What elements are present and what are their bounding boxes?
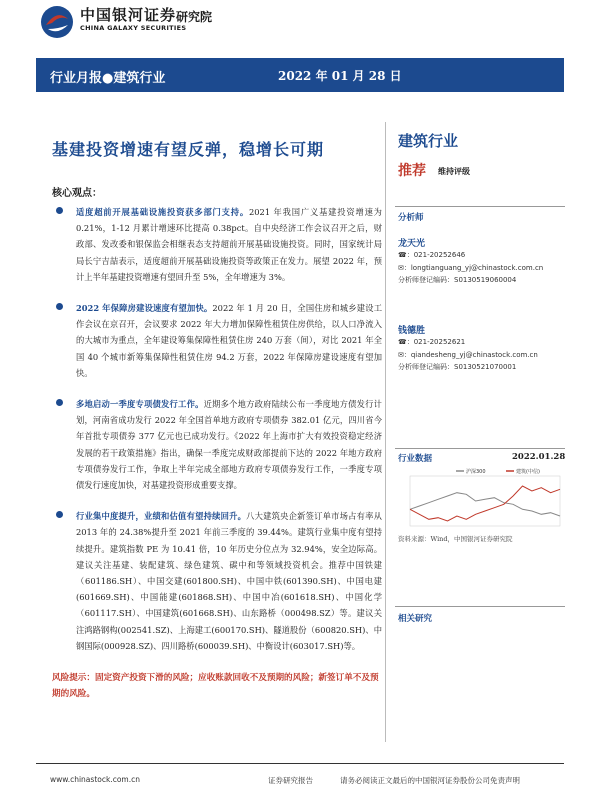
point-lead: 行业集中度提升，业绩和估值有望持续回升。	[76, 511, 247, 522]
footer-label: 证券研究报告	[268, 776, 313, 785]
report-date: 2022 年 01 月 28 日	[278, 69, 402, 83]
core-point	[52, 300, 382, 381]
chart-date: 2022.01.28	[512, 452, 566, 462]
bullet-icon	[56, 511, 63, 518]
chart-label: 行业数据	[398, 454, 433, 464]
analyst-phone: ☎：021-20252621	[398, 338, 466, 346]
point-text: 2022 年 1 月 20 日，全国住房和城乡建设工作会议在京召开，会议要求 2022 年大力增加保障性租赁住房供给，以人口净流入的大城市为重点，全年建设筹集保障性租赁住房 240 万套（间），对比 2021 年全国 40 个城市新筹集保障性租赁住房 94.2 万套，2022 年保障房建设速度有望加快。	[76, 303, 382, 378]
page-title: 基建投资增速有望反弹，稳增长可期	[52, 140, 325, 159]
point-lead: 适度超前开展基础设施投资获多部门支持。	[76, 207, 249, 217]
analyst-info	[398, 336, 538, 374]
brand-name-en: CHINA GALAXY SECURITIES	[80, 24, 187, 32]
column-divider	[385, 122, 386, 742]
analyst-phone: ☎：021-20252646	[398, 251, 466, 259]
core-label: 核心观点：	[52, 188, 102, 199]
rating: 推荐	[398, 163, 426, 179]
galaxy-logo-icon	[40, 5, 74, 39]
brand-name: 中国银河证券	[80, 6, 177, 24]
core-points	[52, 204, 382, 669]
bullet-icon	[56, 399, 63, 406]
analyst-email[interactable]: ✉：longtianguang_yj@chinastock.com.cn	[398, 263, 544, 272]
divider	[395, 606, 565, 607]
analyst-email[interactable]: ✉：qiandesheng_yj@chinastock.com.cn	[398, 350, 538, 359]
divider	[395, 206, 565, 207]
footer-url[interactable]: www.chinastock.com.cn	[50, 775, 140, 784]
point-lead: 2022 年保障房建设速度有望加快。	[76, 303, 213, 314]
analyst-info	[398, 249, 543, 287]
bullet-icon	[56, 207, 63, 214]
risk-warning: 风险提示：固定资产投资下滑的风险；应收账款回收不及预期的风险；新签订单不及预期的风险。	[52, 673, 379, 699]
footer-disclaimer: 请务必阅读正文最后的中国银河证券股份公司免责声明	[340, 776, 520, 785]
core-point	[52, 396, 382, 493]
analyst-name: 龙天光	[398, 239, 426, 249]
divider	[395, 448, 565, 449]
chart-series-line	[410, 486, 560, 521]
footer-divider	[36, 763, 564, 764]
analyst-reg: 分析师登记编码：S0130521070001	[398, 363, 517, 371]
point-text: 2021 年我国广义基建投资增速为 0.21%，1-12 月累计增速环比提高 0.38pct。自中央经济工作会议召开之后，财政部、发改委和银保监会相继表态支持超前开展基础设施投资。同时，国家统计局局长宁吉喆表示，适度超前开展基础设施投资等政策正在发力。展望 2022 年，预计上半年基建投资增速有望回升至 5%，全年增速为 3%。	[76, 207, 382, 282]
core-point	[52, 204, 382, 285]
report-type: 行业月报●建筑行业	[50, 71, 166, 86]
analyst-name: 钱德胜	[398, 326, 426, 336]
chart-series-line	[410, 493, 560, 516]
analyst-label: 分析师	[398, 213, 424, 223]
industry-chart	[396, 466, 564, 530]
point-text: 八大建筑央企新签订单市场占有率从 2013 年的 24.38%提升至 2021 年前三季度的 39.44%。建筑行业集中度有望持续提升。建筑指数 PE 为 10.41 倍，10 年历史分位点为 32.94%，安全边际高。建议关注基建、装配建筑、绿色建筑、碳中和等领域投资机会。推荐中国铁建（601186.SH）、中国交建(601800.SH)、中国中铁(601390.SH)、中国电建(601669.SH)、中国能建(601868.SH)、中国中冶(601618.SH)、中国化学（601117.SH）、中国建筑(601668.SH)、山东路桥（000498.SZ）等。建议关注鸿路钢构(002541.SZ)、上海建工(600170.SH)、隧道股份（600820.SH)、中钢国际(000928.SZ)、四川路桥(600039.SH)、中衡设计(603017.SH)等。	[76, 511, 382, 651]
core-point	[52, 508, 382, 654]
institute-label: 研究院	[176, 10, 213, 24]
legend-label: 建筑(中信)	[516, 469, 540, 475]
legend-label: 沪深300	[466, 469, 486, 475]
bullet-icon	[56, 303, 63, 310]
analyst-reg: 分析师登记编码：S0130519060004	[398, 276, 517, 284]
chart-source: 资料来源：Wind，中国银河证券研究院	[398, 535, 513, 543]
related-label: 相关研究	[398, 614, 433, 624]
point-lead: 多地启动一季度专项债发行工作。	[76, 399, 204, 410]
point-text: 近期多个地方政府陆续公布一季度地方债发行计划，河南省成功发行 2022 年全国首单地方政府专项债券 382.01 亿元，四川省今年首批专项债券 377 亿元也已成功发行。《2022 年上海市扩大有效投资稳定经济发展的若干政策措施》指出，确保一季度完成财政部提前下达的 2022 年地方政府专项债券发行工作，争取上半年完成全部地方政府专项债券发行工作，一季度专项债发行速度加快，对基建投资形成重要支撑。	[76, 399, 382, 491]
rating-note: 维持评级	[438, 166, 470, 176]
industry-title: 建筑行业	[398, 132, 459, 150]
